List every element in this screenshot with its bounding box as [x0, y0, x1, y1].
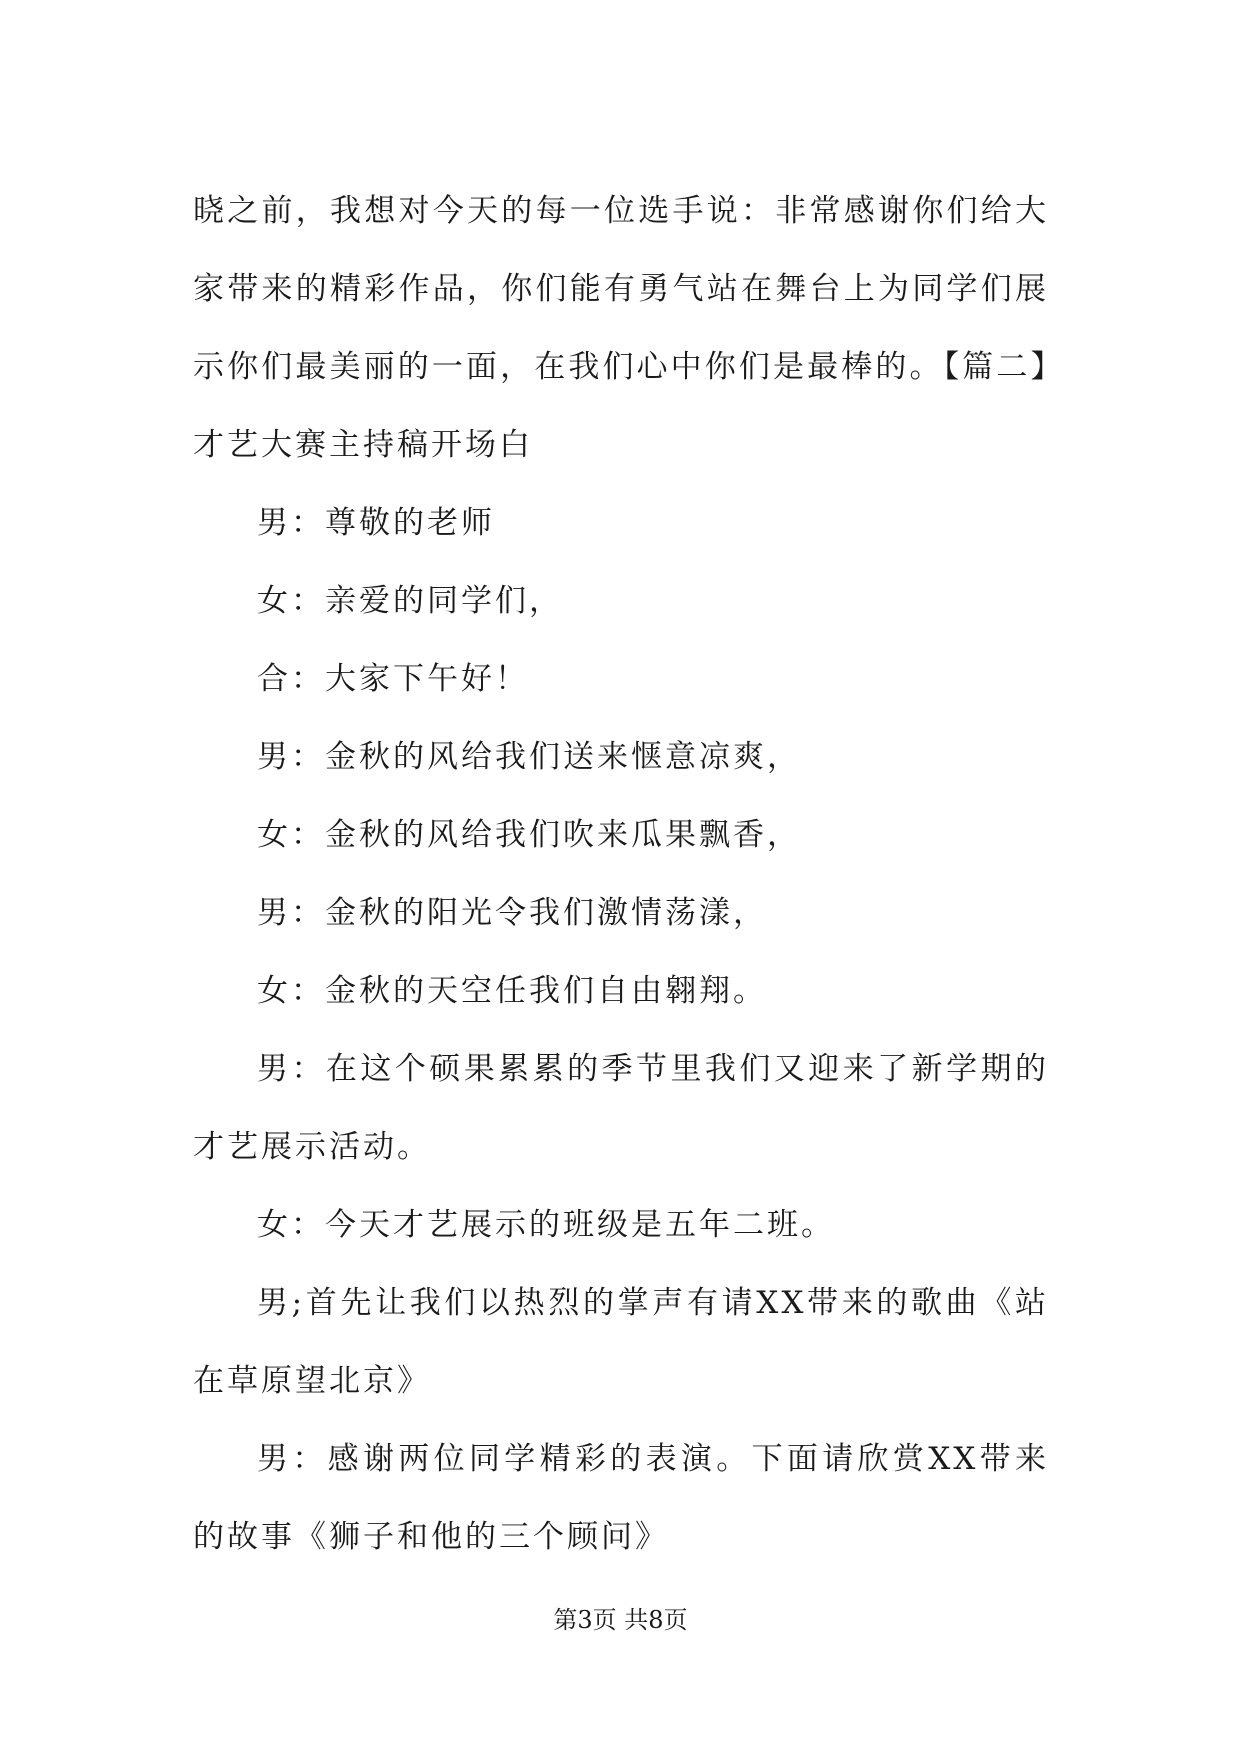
- paragraph: 合：大家下午好！: [257, 661, 529, 697]
- paragraph: 男：感谢两位同学精彩的表演。下面请欣赏XX带来的故事《狮子和他的三个顾问》: [193, 1441, 1049, 1555]
- paragraph: 男：在这个硕果累累的季节里我们又迎来了新学期的才艺展示活动。: [193, 1051, 1049, 1165]
- paragraph: 男：尊敬的老师: [257, 505, 495, 541]
- paragraph: 女：亲爱的同学们，: [257, 583, 563, 619]
- paragraph: 男：金秋的风给我们送来惬意凉爽，: [257, 739, 801, 775]
- paragraph: 男：金秋的阳光令我们激情荡漾，: [257, 895, 767, 931]
- paragraph: 晓之前，我想对今天的每一位选手说：非常感谢你们给大家带来的精彩作品，你们能有勇气站在舞台上为同学们展示你们最美丽的一面，在我们心中你们是最棒的。【篇二】才艺大赛主持稿开场白: [193, 193, 1049, 463]
- paragraph: 女：金秋的天空任我们自由翱翔。: [257, 973, 767, 1009]
- paragraph: 女：金秋的风给我们吹来瓜果飘香，: [257, 817, 801, 853]
- page-number-label: 第3页 共8页: [553, 1606, 688, 1634]
- paragraph: 女：今天才艺展示的班级是五年二班。: [257, 1207, 835, 1243]
- page-footer: [0, 1600, 1241, 1635]
- paragraph: 男;首先让我们以热烈的掌声有请XX带来的歌曲《站在草原望北京》: [193, 1285, 1049, 1399]
- document-body: [193, 172, 1049, 1576]
